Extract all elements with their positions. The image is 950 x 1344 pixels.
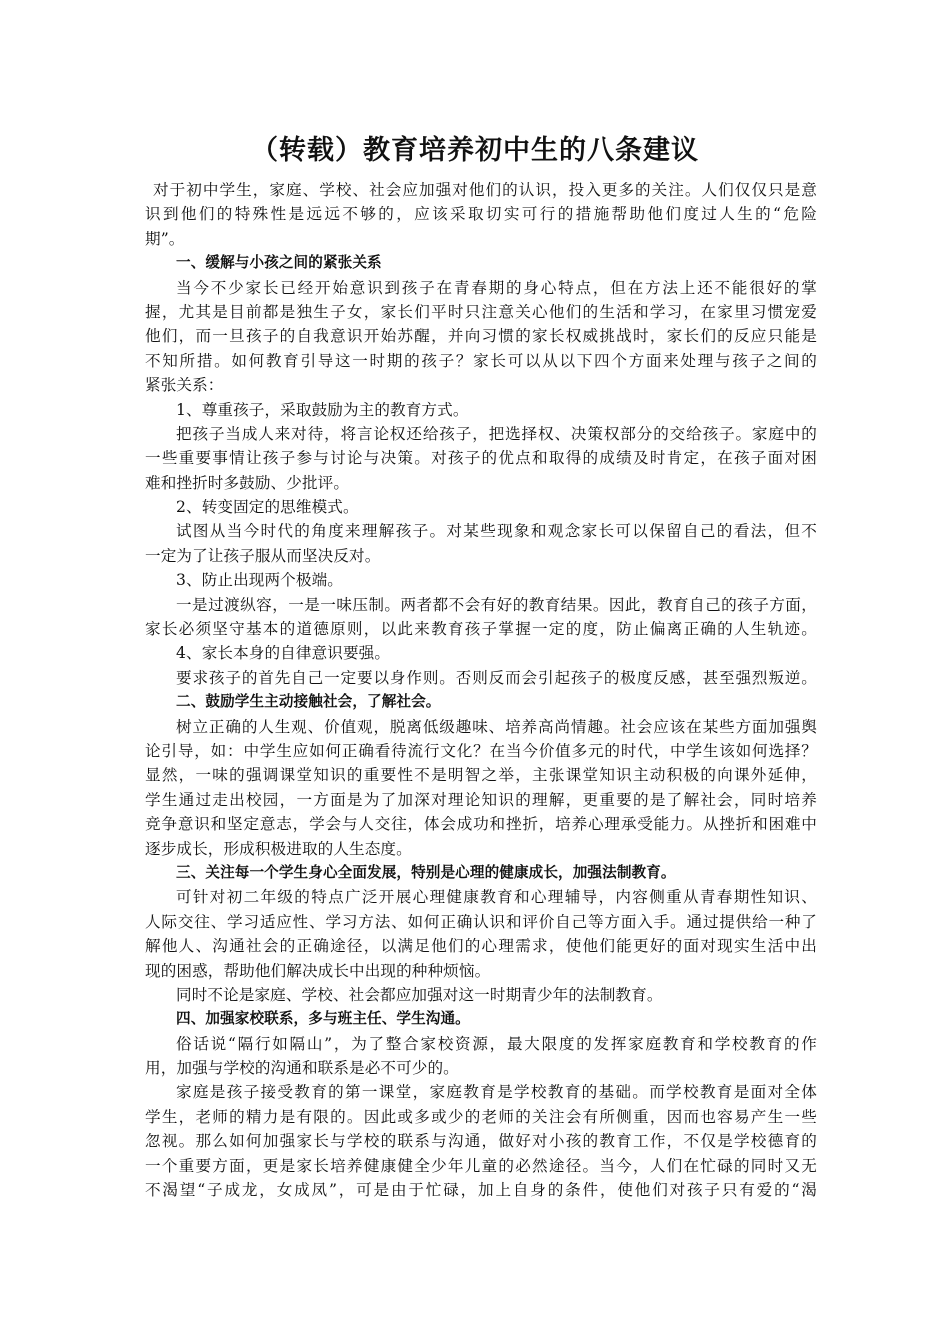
- section-heading: 四、加强家校联系，多与班主任、学生沟通。: [176, 1010, 470, 1028]
- text-line: 识到他们的特殊性是远远不够的，应该采取切实可行的措施帮助他们度过人生的“危险: [145, 205, 817, 224]
- text-line: 现的困惑，帮助他们解决成长中出现的种种烦恼。: [145, 961, 491, 980]
- text-line: 用，加强与学校的沟通和联系是必不可少的。: [145, 1059, 459, 1078]
- text-line: 一定为了让孩子服从而坚决反对。: [145, 546, 381, 565]
- text-line: 紧张关系：: [145, 376, 224, 395]
- text-line: 对于初中学生，家庭、学校、社会应加强对他们的认识，投入更多的关注。人们仅仅只是意: [153, 181, 817, 199]
- text-line: 把孩子当成人来对待，将言论权还给孩子，把选择权、决策权部分的交给孩子。家庭中的: [176, 424, 817, 443]
- text-line: 当今不少家长已经开始意识到孩子在青春期的身心特点，但在方法上还不能很好的掌: [176, 278, 817, 297]
- text-line: 同时不论是家庭、学校、社会都应加强对这一时期青少年的法制教育。: [176, 985, 663, 1004]
- text-line: 学生通过走出校园，一方面是为了加深对理论知识的理解，更重要的是了解社会，同时培养: [145, 790, 817, 809]
- text-line: 试图从当今时代的角度来理解孩子。对某些现象和观念家长可以保留自己的看法，但不: [176, 522, 817, 541]
- text-line: 不知所措。如何教育引导这一时期的孩子？家长可以从以下四个方面来处理与孩子之间的: [145, 351, 817, 370]
- text-line: 他们，而一旦孩子的自我意识开始苏醒，并向习惯的家长权威挑战时，家长们的反应只能是: [145, 327, 817, 346]
- page-title: （转载）教育培养初中生的八条建议: [251, 135, 699, 166]
- text-line: 显然，一味的强调课堂知识的重要性不是明智之举，主张课堂知识主动积极的向课外延伸，: [145, 766, 817, 785]
- text-line: 学生，老师的精力是有限的。因此或多或少的老师的关注会有所侧重，因而也容易产生一些: [145, 1107, 817, 1126]
- text-line: 树立正确的人生观、价值观，脱离低级趣味、培养高尚情趣。社会应该在某些方面加强舆: [176, 717, 817, 736]
- text-line: 可针对初二年级的特点广泛开展心理健康教育和心理辅导，内容侧重从青春期性知识、: [176, 888, 817, 907]
- section-heading: 二、鼓励学生主动接触社会，了解社会。: [176, 693, 441, 711]
- text-line: 不渴望“子成龙，女成凤”，可是由于忙碌，加上自身的条件，使他们对孩子只有爱的“渴: [145, 1181, 817, 1200]
- text-line: 忽视。那么如何加强家长与学校的联系与沟通，做好对小孩的教育工作，不仅是学校德育的: [145, 1132, 817, 1151]
- text-line: 解他人、沟通社会的正确途径，以满足他们的心理需求，使他们能更好的面对现实生活中出: [145, 937, 817, 956]
- subsection-heading: 1、尊重孩子，采取鼓励为主的教育方式。: [176, 400, 469, 419]
- text-line: 难和挫折时多鼓励、少批评。: [145, 473, 350, 492]
- document-body: [145, 178, 817, 1202]
- subsection-heading: 2、转变固定的思维模式。: [176, 498, 359, 517]
- section-heading: 三、关注每一个学生身心全面发展，特别是心理的健康成长，加强法制教育。: [176, 863, 676, 881]
- text-line: 一些重要事情让孩子参与讨论与决策。对孩子的优点和取得的成绩及时肯定，在孩子面对困: [145, 449, 817, 468]
- text-line: 家庭是孩子接受教育的第一课堂，家庭教育是学校教育的基础。而学校教育是面对全体: [176, 1083, 817, 1102]
- text-line: 论引导，如：中学生应如何正确看待流行文化？在当今价值多元的时代，中学生该如何选择？: [145, 741, 817, 760]
- text-line: 竞争意识和坚定意志，学会与人交往，体会成功和挫折，培养心理承受能力。从挫折和困难中: [145, 815, 817, 834]
- text-line: 一是过渡纵容，一是一味压制。两者都不会有好的教育结果。因此，教育自己的孩子方面，: [176, 595, 817, 614]
- subsection-heading: 3、防止出现两个极端。: [176, 571, 343, 590]
- text-line: 俗话说“隔行如隔山”，为了整合家校资源，最大限度的发挥家庭教育和学校教育的作: [176, 1034, 817, 1053]
- section-heading: 一、缓解与小孩之间的紧张关系: [176, 254, 382, 272]
- text-line: 逐步成长，形成积极进取的人生态度。: [145, 839, 412, 858]
- text-line: 一个重要方面，更是家长培养健康健全少年儿童的必然途径。当今，人们在忙碌的同时又无: [145, 1156, 817, 1175]
- text-line: 握，尤其是目前都是独生子女，家长们平时只注意关心他们的生活和学习，在家里习惯宠爱: [145, 302, 817, 321]
- text-line: 期”。: [145, 229, 185, 248]
- text-line: 家长必须坚守基本的道德原则，以此来教育孩子掌握一定的度，防止偏离正确的人生轨迹。: [145, 620, 817, 639]
- text-line: 要求孩子的首先自己一定要以身作则。否则反而会引起孩子的极度反感，甚至强烈叛逆。: [176, 668, 817, 687]
- text-line: 人际交往、学习适应性、学习方法、如何正确认识和评价自己等方面入手。通过提供给一种了: [145, 912, 817, 931]
- subsection-heading: 4、家长本身的自律意识要强。: [176, 644, 391, 663]
